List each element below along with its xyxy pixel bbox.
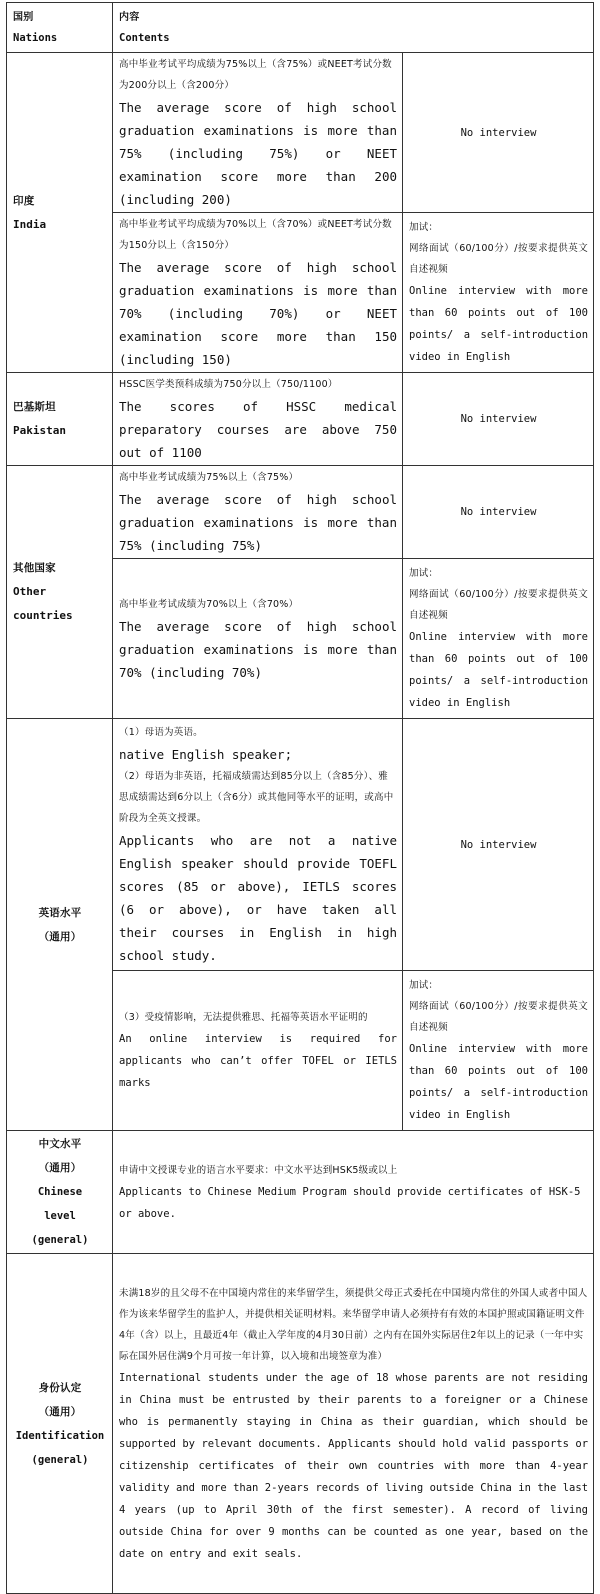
chinese-row: [7, 1131, 594, 1254]
identity-name-zh2: （通用）: [38, 1405, 82, 1418]
pakistan-name-zh: 巴基斯坦: [13, 401, 56, 413]
english-item2-en: Applicants who are not a native English speaker should provide TOEFL scores (85 or above), IETLS scores (6 or above), or have taken all their courses in English in high school study.: [119, 833, 397, 963]
english-item3-zh: （3）受疫情影响，无法提供雅思、托福等英语水平证明的: [119, 1012, 368, 1023]
chinese-name-en2: level: [44, 1210, 76, 1222]
pakistan-result: [403, 373, 594, 466]
english-row-1: [7, 719, 594, 971]
pakistan-result-text: No interview: [460, 413, 537, 425]
other-requirement-1: [113, 466, 403, 559]
english-requirement-2: [113, 971, 403, 1131]
header-nations-zh: 国别: [13, 11, 34, 23]
pakistan-req-en: The scores of HSSC medical preparatory courses are above 750 out of 1100: [119, 399, 397, 460]
english-item1-zh: （1）母语为英语。: [119, 727, 203, 738]
india-nation-cell: [7, 53, 113, 373]
chinese-req-en: Applicants to Chinese Medium Program should provide certificates of HSK-5 or above.: [119, 1185, 581, 1220]
india-result2-en: Online interview with more than 60 points out of 100 points/ a self-introduction video in English: [409, 285, 589, 363]
identity-row: [7, 1254, 594, 1594]
identity-name-zh1: 身份认定: [38, 1381, 82, 1394]
india-requirement-2: [113, 213, 403, 373]
header-nations-cell: [7, 3, 113, 53]
requirements-table: [6, 2, 594, 1594]
english-item1-en: native English speaker;: [119, 747, 293, 762]
identity-name-en2: (general): [31, 1453, 89, 1466]
india-requirement-1: [113, 53, 403, 213]
chinese-req-zh: 申请中文授课专业的语言水平要求：中文水平达到HSK5级或以上: [119, 1164, 398, 1176]
india-result-1: [403, 53, 594, 213]
english-result2-zh2: 网络面试（60/100分）/按要求提供英文自述视频: [409, 1001, 589, 1033]
english-requirement-1: [113, 719, 403, 971]
india-req2-zh: 高中毕业考试平均成绩为70%以上（含70%）或NEET考试分数为150分以上（含150分）: [119, 219, 392, 251]
english-result-1: [403, 719, 594, 971]
india-req2-en: The average score of high school graduation examinations is more than 70% (including 70%) or NEET examination score more than 150 (including 150): [119, 260, 397, 367]
india-name-zh: 印度: [13, 194, 35, 207]
english-name-zh2: （通用）: [38, 930, 82, 943]
pakistan-nation-cell: [7, 373, 113, 466]
other-result2-zh1: 加试：: [409, 568, 439, 579]
other-req1-zh: 高中毕业考试成绩为75%以上（含75%）: [119, 472, 299, 483]
other-name-en2: countries: [13, 609, 73, 622]
english-result2-zh1: 加试：: [409, 980, 439, 991]
chinese-name-en1: Chinese: [37, 1186, 83, 1198]
english-name-zh1: 英语水平: [38, 906, 82, 919]
identity-name-en1: Identification: [15, 1429, 105, 1442]
other-req2-en: The average score of high school graduation examinations is more than 70% (including 70%): [119, 618, 397, 680]
chinese-level-cell: [7, 1131, 113, 1254]
header-nations-en: Nations: [13, 31, 58, 44]
india-result2-zh2: 网络面试（60/100分）/按要求提供英文自述视频: [409, 243, 589, 275]
pakistan-requirement: [113, 373, 403, 466]
pakistan-req-zh: HSSC医学类预科成绩为750分以上（750/1100）: [119, 379, 338, 390]
identity-requirement: [113, 1254, 594, 1594]
identity-req-zh: 未满18岁的且父母不在中国境内常住的来华留学生，须提供父母正式委托在中国境内常住的外国人或者中国人作为该来华留学生的监护人，并提供相关证明材料。来华留学申请人必须持有有效的本国护照或国籍证明文件4年（含）以上，且最近4年（截止入学年度的4月30日前）之内有在国外实际居住2年以上的记录（一年中实际在国外居住满9个月可按一年计算，以入境和出境签章为准）: [119, 1287, 588, 1362]
identity-cell: [7, 1254, 113, 1594]
header-row: [7, 3, 594, 53]
other-result2-en: Online interview with more than 60 points out of 100 points/ a self-introduction video in English: [409, 631, 589, 709]
india-req1-en: The average score of high school graduation examinations is more than 75% (including 75%) or NEET examination score more than 200 (including 200): [119, 100, 397, 207]
india-req1-zh: 高中毕业考试平均成绩为75%以上（含75%）或NEET考试分数为200分以上（含200分）: [119, 59, 392, 91]
chinese-requirement: [113, 1131, 594, 1254]
india-row-1: [7, 53, 594, 213]
header-contents-cell: [113, 3, 594, 53]
english-result2-en: Online interview with more than 60 points out of 100 points/ a self-introduction video in English: [409, 1043, 589, 1121]
english-result1-text: No interview: [460, 838, 537, 851]
india-name-en: India: [13, 217, 47, 231]
english-result-2: [403, 971, 594, 1131]
chinese-name-zh2: （通用）: [38, 1162, 82, 1174]
india-result1-text: No interview: [460, 126, 537, 139]
other-name-en1: Other: [13, 585, 47, 598]
other-name-zh: 其他国家: [13, 562, 56, 574]
other-req1-en: The average score of high school graduation examinations is more than 75% (including 75%): [119, 492, 397, 553]
english-item3-en: An online interview is required for applicants who can’t offer TOFEL or IETLS marks: [119, 1033, 397, 1089]
header-contents-zh: 内容: [119, 11, 140, 23]
other-nation-cell: [7, 466, 113, 719]
other-req2-zh: 高中毕业考试成绩为70%以上（含70%）: [119, 598, 299, 610]
india-result-2: [403, 213, 594, 373]
india-result2-zh1: 加试：: [409, 222, 439, 233]
pakistan-name-en: Pakistan: [13, 424, 66, 437]
english-level-cell: [7, 719, 113, 1131]
header-contents-en: Contents: [119, 31, 170, 44]
chinese-name-en3: (general): [31, 1234, 89, 1246]
pakistan-row: [7, 373, 594, 466]
other-result1-text: No interview: [460, 506, 537, 518]
other-requirement-2: [113, 559, 403, 719]
other-result-1: [403, 466, 594, 559]
other-result-2: [403, 559, 594, 719]
english-item2-zh: （2）母语为非英语，托福成绩需达到85分以上（含85分）、雅思成绩需达到6分以上（含6分）或其他同等水平的证明，或高中阶段为全英文授课。: [119, 771, 394, 824]
chinese-name-zh1: 中文水平: [38, 1138, 82, 1150]
other-result2-zh2: 网络面试（60/100分）/按要求提供英文自述视频: [409, 589, 589, 621]
identity-req-en: International students under the age of 18 whose parents are not residing in China must be entrusted by their parents to a foreigner or a Chinese who is permanently staying in China as their guardian, which should be supported by relevant documents. Applicants should hold valid passports or citizenship certificates of their own countries with more than 4-year validity and more than 2-years records of living outside China in the last 4 years (up to April 30th of the first semester). A record of living outside China for over 9 months can be counted as one year, based on the date on entry and exit seals.: [119, 1371, 589, 1560]
other-row-1: [7, 466, 594, 559]
